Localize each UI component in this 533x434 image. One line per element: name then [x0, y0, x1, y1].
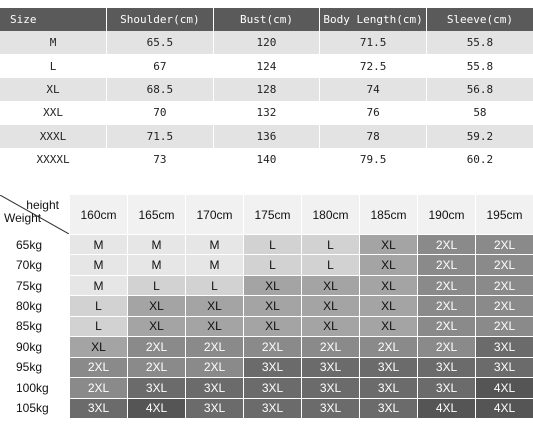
size-cell: 3XL [70, 399, 127, 418]
table-cell: 55.8 [426, 54, 533, 77]
header-size: Size [0, 8, 107, 31]
size-cell: 3XL [476, 358, 533, 377]
table-cell: 124 [213, 54, 320, 77]
table-cell: 140 [213, 148, 320, 171]
table-cell: 79.5 [320, 148, 427, 171]
size-cell: 3XL [244, 399, 301, 418]
size-cell: 4XL [418, 399, 475, 418]
size-cell: 2XL [476, 276, 533, 295]
table-cell: L [0, 54, 107, 77]
size-cell: XL [360, 276, 417, 295]
size-cell: XL [302, 317, 359, 336]
table-cell: 76 [320, 101, 427, 124]
size-cell: 3XL [128, 378, 185, 397]
weight-row-header: 90kg [0, 337, 69, 356]
table-cell: 58 [426, 101, 533, 124]
size-cell: L [244, 235, 301, 254]
header-sleeve: Sleeve(cm) [426, 8, 533, 31]
table-cell: 65.5 [107, 31, 214, 54]
size-cell: L [302, 255, 359, 274]
grid-corner [0, 195, 69, 234]
size-cell: 2XL [418, 255, 475, 274]
table-row [0, 31, 533, 54]
height-weight-size-grid [0, 195, 533, 418]
weight-row-header: 70kg [0, 255, 69, 274]
table-cell: 74 [320, 78, 427, 101]
size-cell: 2XL [128, 358, 185, 377]
size-cell: 2XL [418, 317, 475, 336]
size-cell: 3XL [360, 358, 417, 377]
size-cell: XL [360, 317, 417, 336]
size-measurement-table [0, 8, 533, 171]
size-cell: 2XL [418, 296, 475, 315]
height-column-header: 180cm [302, 195, 359, 234]
table-cell: XXXXL [0, 148, 107, 171]
size-cell: 2XL [128, 337, 185, 356]
size-cell: 3XL [302, 399, 359, 418]
size-cell: XL [302, 276, 359, 295]
size-cell: M [128, 235, 185, 254]
size-cell: XL [186, 317, 243, 336]
table-cell: 128 [213, 78, 320, 101]
size-cell: 2XL [302, 337, 359, 356]
table-cell: XXL [0, 101, 107, 124]
header-bust: Bust(cm) [213, 8, 320, 31]
size-cell: 2XL [476, 255, 533, 274]
table-cell: 55.8 [426, 31, 533, 54]
size-cell: XL [360, 235, 417, 254]
size-cell: 2XL [476, 235, 533, 254]
size-cell: 3XL [360, 378, 417, 397]
weight-row-header: 75kg [0, 276, 69, 295]
size-cell: 3XL [302, 358, 359, 377]
size-cell: 3XL [244, 358, 301, 377]
height-column-header: 165cm [128, 195, 185, 234]
table-cell: 71.5 [107, 125, 214, 148]
size-cell: L [128, 276, 185, 295]
table-row [0, 54, 533, 77]
weight-row-header: 95kg [0, 358, 69, 377]
table-row [0, 148, 533, 171]
size-cell: 3XL [418, 378, 475, 397]
weight-row-header: 105kg [0, 399, 69, 418]
table-cell: 78 [320, 125, 427, 148]
size-cell: 2XL [360, 337, 417, 356]
size-cell: XL [186, 296, 243, 315]
height-column-header: 185cm [360, 195, 417, 234]
table-cell: 71.5 [320, 31, 427, 54]
table-cell: 70 [107, 101, 214, 124]
size-cell: XL [70, 337, 127, 356]
size-cell: XL [244, 296, 301, 315]
size-cell: 3XL [244, 378, 301, 397]
size-cell: M [128, 255, 185, 274]
size-cell: M [186, 235, 243, 254]
size-cell: 4XL [128, 399, 185, 418]
size-cell: L [244, 255, 301, 274]
height-column-header: 190cm [418, 195, 475, 234]
table-cell: XXXL [0, 125, 107, 148]
size-cell: L [302, 235, 359, 254]
size-cell: XL [244, 317, 301, 336]
size-cell: L [186, 276, 243, 295]
table-cell: XL [0, 78, 107, 101]
table-cell: 73 [107, 148, 214, 171]
size-cell: XL [360, 255, 417, 274]
size-cell: M [70, 276, 127, 295]
table-cell: 67 [107, 54, 214, 77]
corner-weight-label: Weight [4, 211, 42, 225]
table-row [0, 125, 533, 148]
size-cell: 2XL [418, 235, 475, 254]
size-cell: XL [244, 276, 301, 295]
header-body-length: Body Length(cm) [320, 8, 427, 31]
table-cell: 72.5 [320, 54, 427, 77]
size-cell: 2XL [418, 276, 475, 295]
table-cell: 68.5 [107, 78, 214, 101]
table-cell: 59.2 [426, 125, 533, 148]
size-cell: M [186, 255, 243, 274]
size-cell: 3XL [476, 337, 533, 356]
size-cell: XL [360, 296, 417, 315]
size-cell: XL [128, 317, 185, 336]
size-cell: 2XL [418, 337, 475, 356]
size-table-header-row [0, 8, 533, 31]
weight-row-header: 100kg [0, 378, 69, 397]
size-cell: 4XL [476, 399, 533, 418]
table-row [0, 78, 533, 101]
table-row [0, 101, 533, 124]
size-cell: 2XL [70, 358, 127, 377]
corner-height-label: height [26, 198, 59, 212]
size-cell: L [70, 317, 127, 336]
size-cell: L [70, 296, 127, 315]
size-cell: XL [128, 296, 185, 315]
height-column-header: 175cm [244, 195, 301, 234]
size-cell: 3XL [302, 378, 359, 397]
size-cell: 2XL [476, 317, 533, 336]
table-cell: 120 [213, 31, 320, 54]
size-cell: 2XL [70, 378, 127, 397]
size-cell: 3XL [186, 399, 243, 418]
weight-row-header: 65kg [0, 235, 69, 254]
table-cell: 132 [213, 101, 320, 124]
table-cell: 56.8 [426, 78, 533, 101]
size-cell: 3XL [418, 358, 475, 377]
height-column-header: 170cm [186, 195, 243, 234]
size-cell: 3XL [186, 378, 243, 397]
weight-row-header: 80kg [0, 296, 69, 315]
size-cell: 3XL [360, 399, 417, 418]
height-column-header: 160cm [70, 195, 127, 234]
size-cell: M [70, 235, 127, 254]
size-cell: XL [302, 296, 359, 315]
table-cell: 60.2 [426, 148, 533, 171]
header-shoulder: Shoulder(cm) [107, 8, 214, 31]
size-cell: 2XL [186, 337, 243, 356]
height-column-header: 195cm [476, 195, 533, 234]
table-cell: M [0, 31, 107, 54]
size-cell: 4XL [476, 378, 533, 397]
table-cell: 136 [213, 125, 320, 148]
weight-row-header: 85kg [0, 317, 69, 336]
size-cell: 2XL [476, 296, 533, 315]
size-cell: M [70, 255, 127, 274]
size-cell: 2XL [186, 358, 243, 377]
size-cell: 2XL [244, 337, 301, 356]
